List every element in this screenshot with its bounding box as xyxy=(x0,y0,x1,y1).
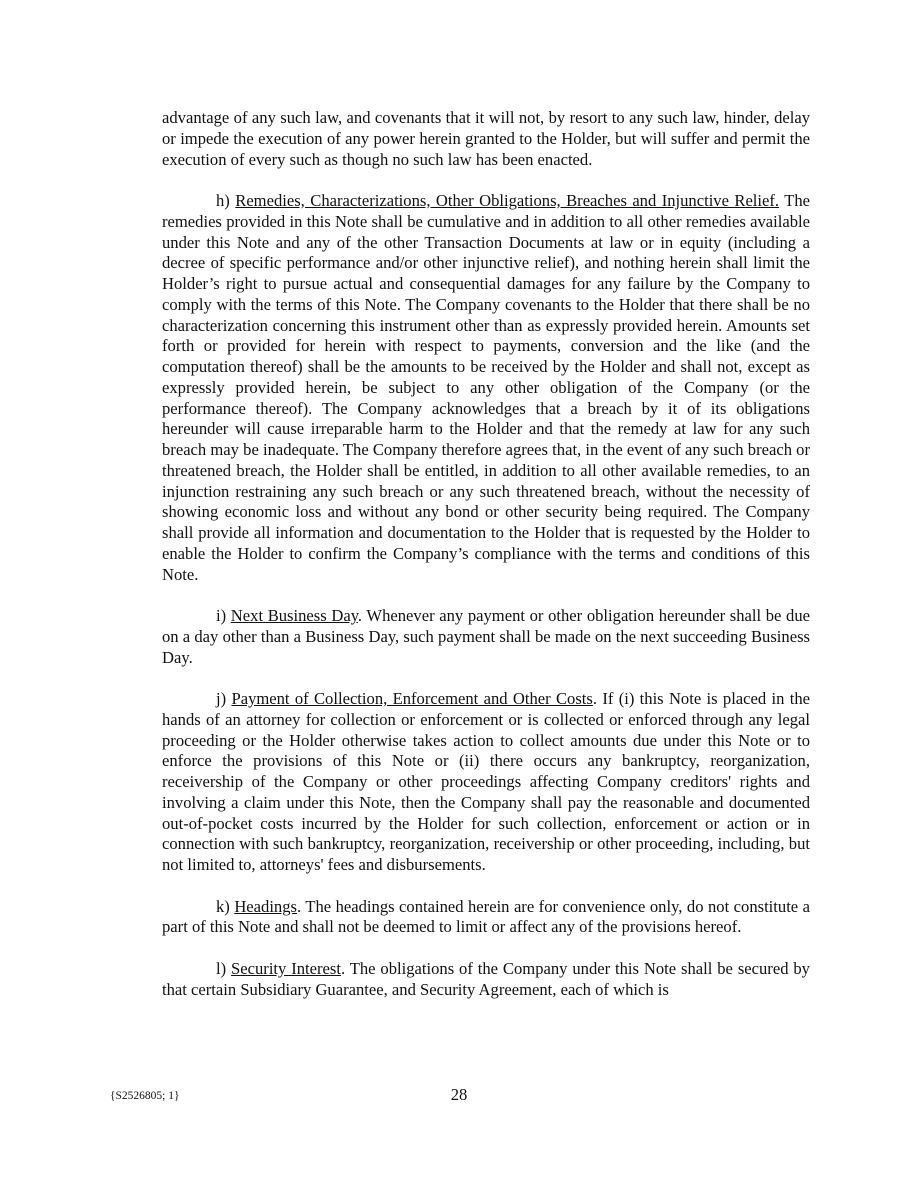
section-j xyxy=(162,689,810,876)
continuation-paragraph: advantage of any such law, and covenants that it will not, by resort to any such law, hinder, delay or impede the execution of any power herein granted to the Holder, but will suffer and permit the execution of every such as though no such law has been enacted. xyxy=(162,108,810,169)
page-number: 28 xyxy=(450,1085,468,1104)
section-heading: Security Interest xyxy=(231,958,341,978)
section-marker: k) xyxy=(216,896,230,916)
section-body: The remedies provided in this Note shall be cumulative and in addition to all other remedies available under this Note and any of the other Transaction Documents at law or in equity (including a decree of specific performance and/or other injunctive relief), and nothing herein shall limit the Holder’s right to pursue actual and consequential damages for any failure by the Company to comply with the terms of this Note. The Company covenants to the Holder that there shall be no characterization concerning this instrument other than as expressly provided herein. Amounts set forth or provided for herein with respect to payments, conversion and the like (and the computation thereof) shall be the amounts to be received by the Holder and shall not, except as expressly provided herein, be subject to any other obligation of the Company (or the performance thereof). The Company acknowledges that a breach by it of its obligations hereunder will cause irreparable harm to the Holder and that the remedy at law for any such breach may be inadequate. The Company therefore agrees that, in the event of any such breach or threatened breach, the Holder shall be entitled, in addition to all other available remedies, to an injunction restraining any such breach or any such threatened breach, without the necessity of showing economic loss and without any bond or other security being required. The Company shall provide all information and documentation to the Holder that is requested by the Holder to enable the Holder to confirm the Company’s compliance with the terms and conditions of this Note. xyxy=(162,191,810,584)
document-body xyxy=(162,108,810,1021)
section-body: . If (i) this Note is placed in the hands of an attorney for collection or enforcement or is collected or enforced through any legal proceeding or the Holder otherwise takes action to collect amounts due under this Note or to enforce the provisions of this Note or (ii) there occurs any bankruptcy, reorganization, receivership of the Company or other proceedings affecting Company creditors' rights and involving a claim under this Note, then the Company shall pay the reasonable and documented out-of-pocket costs incurred by the Holder for such collection, enforcement or action or in connection with such bankruptcy, reorganization, receivership or other proceeding, including, but not limited to, attorneys' fees and disbursements. xyxy=(162,689,811,874)
section-marker: l) xyxy=(216,958,227,978)
section-h xyxy=(162,191,810,585)
section-body: . Whenever any payment or other obligation hereunder shall be due on a day other than a Business Day, such payment shall be made on the next succeeding Business Day. xyxy=(162,606,810,667)
section-heading: Payment of Collection, Enforcement and Other Costs xyxy=(231,689,593,708)
footer-doc-code: {S2526805; 1} xyxy=(110,1090,180,1102)
section-marker: i) xyxy=(216,606,227,625)
section-body: . The headings contained herein are for convenience only, do not constitute a part of this Note and shall not be deemed to limit or affect any of the provisions hereof. xyxy=(162,896,811,937)
section-body: . The obligations of the Company under this Note shall be secured by that certain Subsidiary Guarantee, and Security Agreement, each of which is xyxy=(162,958,810,999)
section-heading: Next Business Day xyxy=(230,606,358,625)
section-l xyxy=(162,959,810,1001)
section-heading: Remedies, Characterizations, Other Obligations, Breaches and Injunctive Relief. xyxy=(235,191,780,210)
section-i xyxy=(162,606,810,668)
section-marker: h) xyxy=(216,191,230,210)
section-heading: Headings xyxy=(234,896,297,916)
section-k xyxy=(162,897,810,939)
section-marker: j) xyxy=(216,689,227,708)
